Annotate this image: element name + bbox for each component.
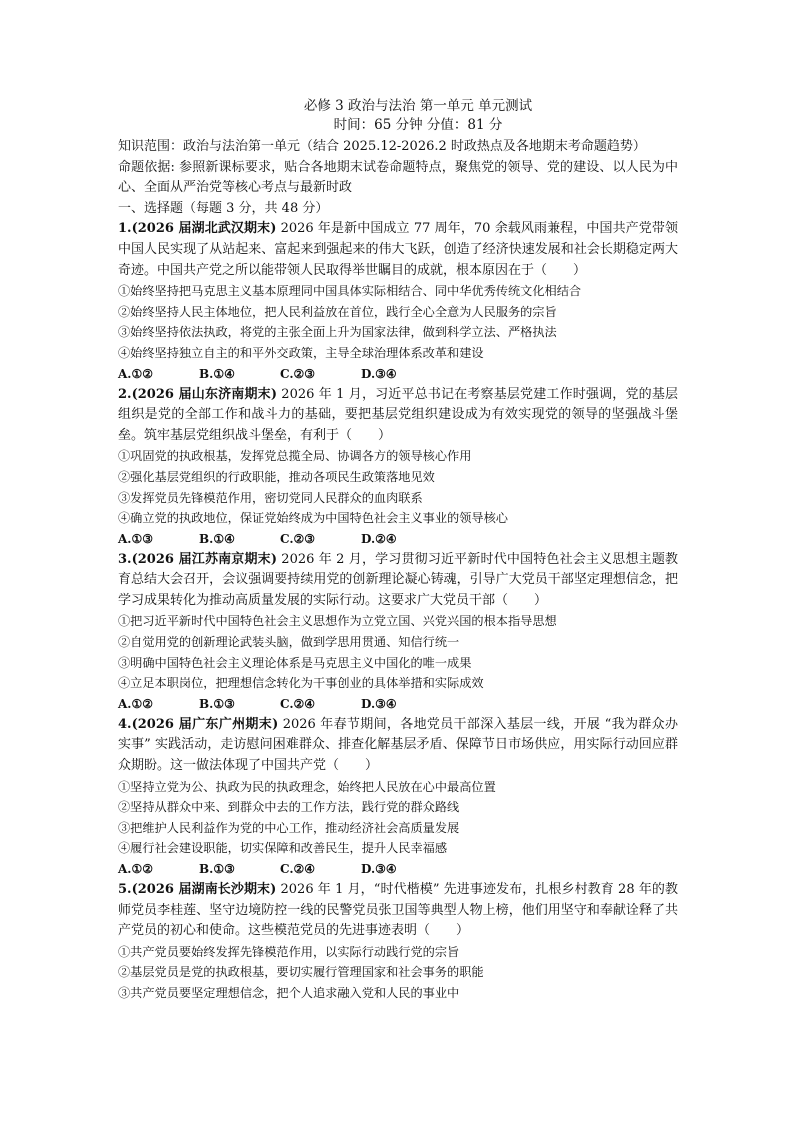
question-source: 3.(2026 届江苏南京期末) bbox=[118, 551, 277, 567]
answer-choice[interactable]: C.②③ bbox=[280, 531, 316, 546]
page-title: 必修 3 政治与法治 第一单元 单元测试 bbox=[303, 98, 533, 114]
question-item bbox=[118, 219, 678, 384]
answer-choice[interactable]: A.①② bbox=[118, 862, 154, 876]
statement-option: ②自觉用党的创新理论武装头脑，做到学思用贯通、知信行统一 bbox=[118, 635, 460, 650]
answer-choice[interactable]: C.②③ bbox=[280, 366, 316, 381]
knowledge-scope: 知识范围：政治与法治第一单元（结合 2025.12-2026.2 时政热点及各地期末考命题趋势） bbox=[118, 139, 646, 154]
statement-option: ④履行社会建设职能，切实保障和改善民生，提升人民幸福感 bbox=[118, 841, 448, 856]
question-source: 2.(2026 届山东济南期末) bbox=[118, 386, 277, 402]
statement-option: ②强化基层党组织的行政职能，推动各项民生政策落地见效 bbox=[118, 469, 435, 484]
statement-option: ③共产党员要坚定理想信念，把个人追求融入党和人民的事业中 bbox=[118, 985, 460, 1000]
answer-choice[interactable]: C.②④ bbox=[280, 696, 316, 711]
answer-choice[interactable]: C.②④ bbox=[280, 862, 316, 876]
statement-option: ③把维护人民利益作为党的中心工作，推动经济社会高质量发展 bbox=[118, 820, 460, 835]
answer-choice[interactable]: A.①③ bbox=[118, 531, 154, 546]
section-heading: 一、选择题（每题 3 分，共 48 分） bbox=[118, 200, 329, 216]
question-source: 5.(2026 届湖南长沙期末) bbox=[118, 882, 277, 897]
answer-choices bbox=[118, 859, 678, 880]
answer-choice[interactable]: D.③④ bbox=[361, 696, 397, 711]
statement-option: ①把习近平新时代中国特色社会主义思想作为立党立国、兴党兴国的根本指导思想 bbox=[118, 614, 557, 629]
answer-choices bbox=[118, 694, 678, 715]
question-text: 2026 年 1 月，“时代楷模” 先进事迹发布，扎根乡村教育 28 年的教师党员李桂莲、坚守边境防控一线的民警党员张卫国等典型人物上榜，他们用坚守和奉献诠释了共产党员的初心和使命。这些模范党员的先进事迹表明（ ） bbox=[118, 882, 678, 939]
statement-option: ①坚持立党为公、执政为民的执政理念，始终把人民放在心中最高位置 bbox=[118, 779, 496, 794]
question-text: 2026 年春节期间，各地党员干部深入基层一线，开展 “我为群众办实事” 实践活动，走访慰问困难群众、排查化解基层矛盾、保障节日市场供应，用实际行动回应群众期盼。这一做法体现了中国共产党（ ） bbox=[118, 716, 678, 774]
statement-option: ④确立党的执政地位，保证党始终成为中国特色社会主义事业的领导核心 bbox=[118, 511, 508, 526]
answer-choice[interactable]: A.①② bbox=[118, 366, 154, 381]
question-stem bbox=[118, 715, 678, 777]
question-item bbox=[118, 385, 678, 550]
question-text: 2026 年 1 月，习近平总书记在考察基层党建工作时强调，党的基层组织是党的全部工作和战斗力的基础，要把基层党组织建设成为有效实现党的领导的坚强战斗堡垒。筑牢基层党组织战斗堡垒，有利于（ ） bbox=[118, 386, 678, 443]
question-text: 2026 年是新中国成立 77 周年，70 余载风雨兼程，中国共产党带领中国人民实现了从站起来、富起来到强起来的伟大飞跃，创造了经济快速发展和社会长期稳定两大奇迹。中国共产党之所以能带领人民取得举世瞩目的成就，根本原因在于（ ） bbox=[118, 221, 678, 278]
statement-option: ③明确中国特色社会主义理论体系是马克思主义中国化的唯一成果 bbox=[118, 655, 472, 670]
answer-choices bbox=[118, 529, 678, 550]
question-text: 2026 年 2 月，学习贯彻习近平新时代中国特色社会主义思想主题教育总结大会召开，会议强调要持续用党的创新理论凝心铸魂，引导广大党员干部坚定理想信念，把学习成果转化为推动高质量发展的实际行动。这要求广大党员干部（ ） bbox=[118, 551, 678, 608]
question-stem bbox=[118, 219, 678, 281]
statement-option: ①共产党员要始终发挥先锋模范作用，以实际行动践行党的宗旨 bbox=[118, 944, 460, 959]
answer-choices bbox=[118, 364, 678, 385]
statement-option: ①巩固党的执政根基，发挥党总揽全局、协调各方的领导核心作用 bbox=[118, 449, 472, 464]
question-source: 4.(2026 届广东广州期末) bbox=[118, 716, 279, 732]
answer-choice[interactable]: B.①③ bbox=[199, 696, 235, 711]
statement-option: ①始终坚持把马克思主义基本原理同中国具体实际相结合、同中华优秀传统文化相结合 bbox=[118, 284, 582, 299]
statement-option: ②基层党员是党的执政根基，要切实履行管理国家和社会事务的职能 bbox=[118, 965, 484, 980]
answer-choice[interactable]: D.③④ bbox=[361, 366, 397, 381]
proposition-basis: 命题依据: 参照新课标要求，贴合各地期末试卷命题特点，聚焦党的领导、党的建设、以人民为中心、全面从严治党等核心考点与最新时政 bbox=[118, 159, 678, 196]
statement-option: ④立足本职岗位，把理想信念转化为干事创业的具体举措和实际成效 bbox=[118, 676, 484, 691]
question-stem bbox=[118, 880, 678, 942]
statement-option: ③发挥党员先锋模范作用，密切党同人民群众的血肉联系 bbox=[118, 490, 423, 505]
document-body bbox=[118, 97, 678, 1004]
question-source: 1.(2026 届湖北武汉期末) bbox=[118, 221, 277, 237]
question-item bbox=[118, 880, 678, 1004]
question-item bbox=[118, 550, 678, 715]
answer-choice[interactable]: B.①③ bbox=[199, 862, 235, 876]
answer-choice[interactable]: A.①② bbox=[118, 696, 154, 711]
answer-choice[interactable]: B.①④ bbox=[199, 366, 235, 381]
statement-option: ②始终坚持人民主体地位，把人民利益放在首位，践行全心全意为人民服务的宗旨 bbox=[118, 304, 557, 319]
question-stem bbox=[118, 385, 678, 447]
statement-option: ②坚持从群众中来、到群众中去的工作方法，践行党的群众路线 bbox=[118, 800, 460, 815]
answer-choice[interactable]: D.③④ bbox=[361, 862, 397, 876]
question-list bbox=[118, 219, 678, 1003]
statement-option: ③始终坚持依法执政，将党的主张全面上升为国家法律，做到科学立法、严格执法 bbox=[118, 325, 557, 340]
question-stem bbox=[118, 550, 678, 612]
exam-meta: 时间：65 分钟 分值：81 分 bbox=[333, 117, 503, 133]
statement-option: ④始终坚持独立自主的和平外交政策，主导全球治理体系改革和建设 bbox=[118, 345, 484, 360]
question-item bbox=[118, 715, 678, 880]
answer-choice[interactable]: D.②④ bbox=[361, 531, 397, 546]
answer-choice[interactable]: B.①④ bbox=[199, 531, 235, 546]
